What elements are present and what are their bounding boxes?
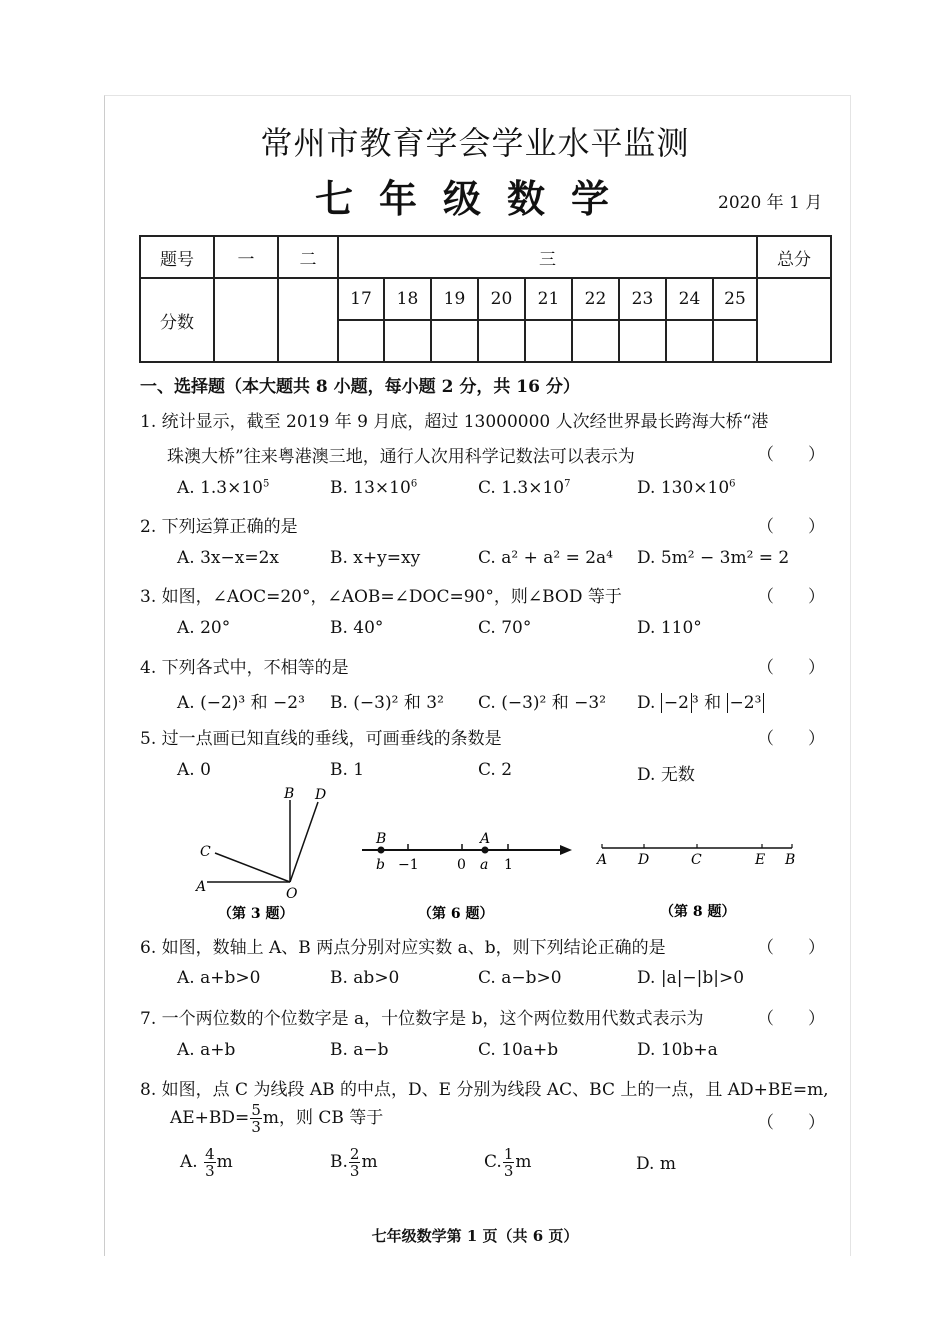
exam-date: 2020 年 1 月	[718, 193, 823, 213]
score-cell-25[interactable]	[713, 320, 757, 362]
sub-col: 25	[713, 278, 757, 320]
q3-option-c[interactable]: C. 70°	[478, 618, 532, 638]
fig8-caption: （第 8 题）	[660, 904, 736, 920]
score-cell-23[interactable]	[619, 320, 666, 362]
fig6-caption: （第 6 题）	[418, 906, 494, 922]
q1-option-b[interactable]: B. $13\times 10^6$	[330, 478, 418, 498]
fig8-label-b: B	[785, 852, 796, 868]
q4-option-a[interactable]: A. (−2)³ 和 −2³	[177, 693, 305, 713]
q7-option-b[interactable]: B. a−b	[330, 1040, 389, 1060]
q7-option-c[interactable]: C. 10a+b	[478, 1040, 559, 1060]
q8-stem-line1: 8. 如图，点 C 为线段 AB 的中点，D、E 分别为线段 AC、BC 上的一点，且 AD+BE=m,	[140, 1080, 829, 1100]
score-cell-total[interactable]	[757, 278, 831, 362]
q8-option-c[interactable]: C. $\frac{1}{3}$ m	[484, 1145, 532, 1180]
q5-option-d[interactable]: D. 无数	[637, 765, 695, 785]
score-cell-24[interactable]	[666, 320, 713, 362]
fig3-label-c: C	[200, 844, 211, 860]
sub-col: 21	[525, 278, 572, 320]
q8-option-d[interactable]: D. m	[636, 1154, 676, 1174]
fig6-label-minus1: −1	[398, 857, 419, 873]
score-cell-19[interactable]	[431, 320, 478, 362]
exam-organizer: 常州市教育学会学业水平监测	[260, 124, 690, 162]
score-table-total: 总分	[757, 236, 831, 278]
figure-3-angles	[194, 786, 326, 922]
figure-6-number-line	[362, 831, 572, 922]
q6-answer-paren[interactable]: （ ）	[757, 938, 825, 958]
fig6-label-zero: 0	[457, 857, 466, 873]
q2-option-d[interactable]: D. 5m² − 3m² = 2	[637, 548, 790, 568]
q6-stem: 6. 如图，数轴上 A、B 两点分别对应实数 a、b，则下列结论正确的是	[140, 938, 666, 958]
score-table-col-3: 三	[338, 236, 757, 278]
q1-stem-line1: 1. 统计显示，截至 2019 年 9 月底，超过 13000000 人次经世界最长跨海大桥“港	[140, 412, 769, 432]
q3-stem: 3. 如图，∠AOC=20°，∠AOB=∠DOC=90°，则∠BOD 等于	[140, 587, 622, 607]
q2-option-b[interactable]: B. x+y=xy	[330, 548, 421, 568]
score-cell-1[interactable]	[214, 278, 278, 362]
sub-col: 17	[338, 278, 384, 320]
sub-col: 23	[619, 278, 666, 320]
score-table-label-score: 分数	[140, 278, 214, 362]
q6-option-d[interactable]: D. |a|−|b|>0	[637, 968, 745, 988]
exam-title: 七年级数学	[314, 176, 635, 221]
figures-row	[0, 780, 950, 925]
q7-option-a[interactable]: A. a+b	[177, 1040, 236, 1060]
q5-option-c[interactable]: C. 2	[478, 760, 513, 780]
fig6-label-b-point: B	[376, 831, 387, 847]
q4-answer-paren[interactable]: （ ）	[757, 658, 825, 678]
fig3-caption: （第 3 题）	[218, 906, 294, 922]
fig6-label-a: a	[480, 857, 489, 873]
q7-stem: 7. 一个两位数的个位数字是 a，十位数字是 b，这个两位数用代数式表示为	[140, 1009, 704, 1029]
fig8-label-d: D	[638, 852, 650, 868]
score-cell-22[interactable]	[572, 320, 619, 362]
q1-option-d[interactable]: D. $130\times 10^6$	[637, 478, 736, 498]
q4-option-c[interactable]: C. (−3)² 和 −3²	[478, 693, 607, 713]
q4-option-b[interactable]: B. (−3)² 和 3²	[330, 693, 444, 713]
q5-stem: 5. 过一点画已知直线的垂线，可画垂线的条数是	[140, 729, 502, 749]
fig3-label-d: D	[315, 787, 327, 803]
q8-option-a[interactable]: A. $\frac{4}{3}$ m	[180, 1145, 233, 1180]
q2-stem: 2. 下列运算正确的是	[140, 517, 298, 537]
score-table-col-2: 二	[278, 236, 338, 278]
fig3-label-o: O	[286, 886, 298, 902]
q2-option-a[interactable]: A. 3x−x=2x	[177, 548, 279, 568]
score-cell-20[interactable]	[478, 320, 525, 362]
sub-col: 19	[431, 278, 478, 320]
q7-option-d[interactable]: D. 10b+a	[637, 1040, 718, 1060]
score-table	[139, 235, 832, 363]
fig3-label-b: B	[284, 786, 295, 802]
q5-option-b[interactable]: B. 1	[330, 760, 365, 780]
q3-answer-paren[interactable]: （ ）	[757, 587, 825, 607]
q3-option-b[interactable]: B. 40°	[330, 618, 384, 638]
sub-col: 18	[384, 278, 431, 320]
q4-stem: 4. 下列各式中，不相等的是	[140, 658, 349, 678]
score-table-col-1: 一	[214, 236, 278, 278]
q6-option-b[interactable]: B. ab>0	[330, 968, 400, 988]
q2-option-c[interactable]: C. a² + a² = 2a⁴	[478, 548, 613, 568]
q6-option-c[interactable]: C. a−b>0	[478, 968, 562, 988]
fig3-label-a: A	[196, 879, 207, 895]
section-heading: 一、选择题（本大题共 8 小题，每小题 2 分，共 16 分）	[140, 377, 580, 397]
q5-option-a[interactable]: A. 0	[177, 760, 211, 780]
score-table-label-number: 题号	[140, 236, 214, 278]
fig6-label-b: b	[376, 857, 385, 873]
q8-option-b[interactable]: B. $\frac{2}{3}$ m	[330, 1145, 378, 1180]
q3-option-a[interactable]: A. 20°	[177, 618, 231, 638]
fig6-label-one: 1	[504, 857, 513, 873]
fig8-label-e: E	[755, 852, 766, 868]
q1-stem-line2: 珠澳大桥”往来粤港澳三地，通行人次用科学记数法可以表示为	[167, 447, 635, 467]
q5-answer-paren[interactable]: （ ）	[757, 729, 825, 749]
q1-answer-paren[interactable]: （ ）	[757, 445, 825, 465]
figure-8-segment	[595, 844, 795, 920]
fig8-label-c: C	[691, 852, 702, 868]
fig6-label-a-point: A	[480, 831, 491, 847]
sub-col: 20	[478, 278, 525, 320]
score-cell-2[interactable]	[278, 278, 338, 362]
q8-answer-paren[interactable]: （ ）	[757, 1113, 825, 1133]
score-cell-21[interactable]	[525, 320, 572, 362]
q4-option-d[interactable]: D. −2 ³ 和 −2³	[637, 688, 764, 713]
q6-option-a[interactable]: A. a+b>0	[177, 968, 261, 988]
fig8-label-a: A	[597, 852, 608, 868]
q2-answer-paren[interactable]: （ ）	[757, 517, 825, 537]
q7-answer-paren[interactable]: （ ）	[757, 1009, 825, 1029]
q1-option-c[interactable]: C. $1.3\times 10^7$	[478, 478, 571, 498]
score-cell-18[interactable]	[384, 320, 431, 362]
q8-stem-line2: AE+BD= $\frac{5}{3}$ m，则 CB 等于	[170, 1101, 384, 1136]
q3-option-d[interactable]: D. 110°	[637, 618, 702, 638]
sub-col: 22	[572, 278, 619, 320]
score-cell-17[interactable]	[338, 320, 384, 362]
page-footer: 七年级数学第 1 页（共 6 页）	[371, 1227, 579, 1245]
q1-option-a[interactable]: A. $1.3\times 10^5$	[177, 478, 270, 498]
sub-col: 24	[666, 278, 713, 320]
